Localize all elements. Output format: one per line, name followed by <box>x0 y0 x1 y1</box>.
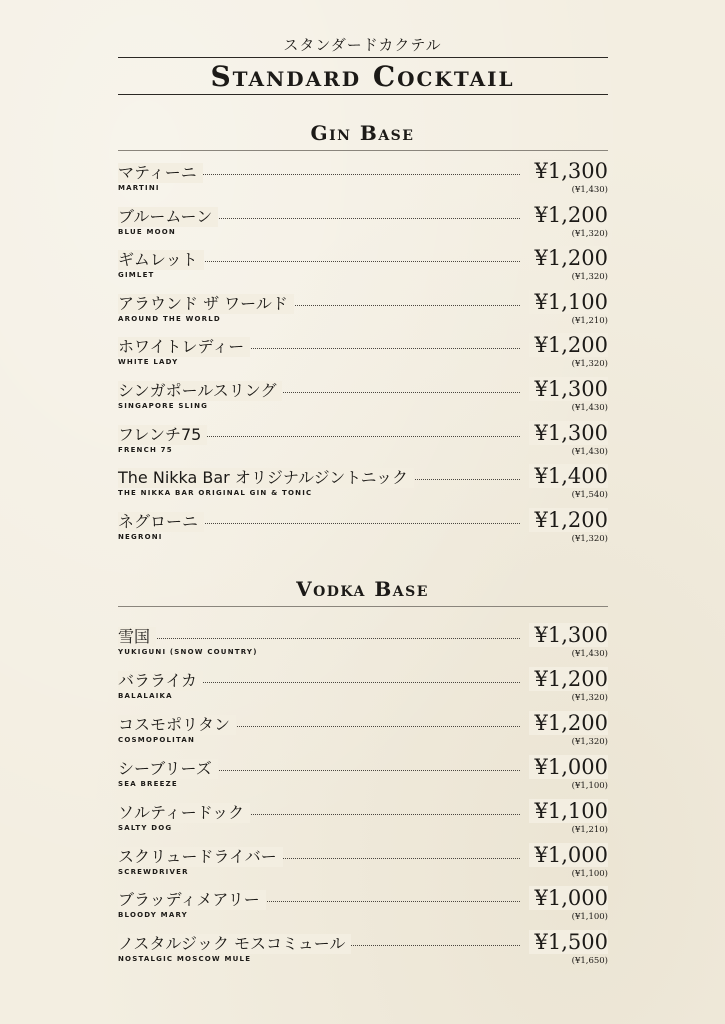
menu-item <box>118 289 608 334</box>
vodka-section-rule <box>118 606 608 607</box>
menu-item <box>118 710 608 755</box>
item-price: ¥1,200 <box>529 246 608 270</box>
item-name-jp: シンガポールスリング <box>118 381 282 401</box>
item-price-tax-included: (¥1,320) <box>571 228 608 239</box>
item-price-tax-included: (¥1,320) <box>571 736 608 747</box>
item-price-tax-included: (¥1,100) <box>571 780 608 791</box>
item-price-tax-included: (¥1,320) <box>571 692 608 703</box>
item-name-en: BLOODY MARY <box>118 911 188 920</box>
dotted-leader <box>118 638 520 639</box>
item-price-tax-included: (¥1,100) <box>571 912 608 923</box>
item-price: ¥1,200 <box>529 711 608 735</box>
item-name-en: FRENCH 75 <box>118 445 173 454</box>
item-price-tax-included: (¥1,430) <box>571 649 608 659</box>
item-name-en: NOSTALGIC MOSCOW MULE <box>118 955 252 964</box>
item-name-en: AROUND THE WORLD <box>118 314 221 323</box>
menu-item <box>118 377 608 421</box>
menu-item <box>118 159 608 203</box>
item-name-jp: ノスタルジック モスコミュール <box>118 934 351 954</box>
item-name-en: SALTY DOG <box>118 823 173 832</box>
item-name-en: SINGAPORE SLING <box>118 402 209 410</box>
item-name-jp: ホワイトレディー <box>118 337 250 357</box>
item-name-jp: マティーニ <box>118 163 203 183</box>
title-top-rule <box>118 57 608 58</box>
item-price-tax-included: (¥1,430) <box>571 185 608 195</box>
item-name-en: NEGRONI <box>118 532 163 541</box>
title-bottom-rule <box>118 94 608 95</box>
item-name-en: BLUE MOON <box>118 227 176 236</box>
item-price: ¥1,200 <box>529 508 608 532</box>
menu-item <box>118 623 608 667</box>
item-name-jp: ネグローニ <box>118 512 204 532</box>
item-price: ¥1,300 <box>529 421 608 445</box>
item-price: ¥1,300 <box>529 159 608 183</box>
menu-item <box>118 930 608 974</box>
item-name-jp: フレンチ75 <box>118 425 207 445</box>
item-price: ¥1,100 <box>529 799 608 823</box>
item-price: ¥1,400 <box>529 464 608 488</box>
item-name-jp: The Nikka Bar オリジナルジントニック <box>118 468 414 488</box>
item-name-jp: コスモポリタン <box>118 715 236 735</box>
item-price: ¥1,500 <box>529 930 608 954</box>
vodka-section-title: Vodka Base <box>296 577 429 601</box>
item-price-tax-included: (¥1,320) <box>571 272 608 283</box>
item-name-en: SCREWDRIVER <box>118 867 189 876</box>
menu-item <box>118 202 608 247</box>
item-name-en: THE NIKKA BAR ORIGINAL GIN & TONIC <box>118 489 313 498</box>
gin-section-title: Gin Base <box>310 121 415 145</box>
menu-item <box>118 666 608 711</box>
item-name-en: YUKIGUNI (SNOW COUNTRY) <box>118 648 258 656</box>
item-name-jp: ソルティードック <box>118 803 250 823</box>
item-price: ¥1,000 <box>529 755 608 779</box>
menu-item <box>118 246 608 290</box>
item-name-jp: スクリュードライバー <box>118 847 283 867</box>
item-price-tax-included: (¥1,540) <box>571 490 608 501</box>
item-price-tax-included: (¥1,100) <box>571 868 608 879</box>
menu-title: Standard Cocktail <box>210 60 515 93</box>
item-price-tax-included: (¥1,210) <box>571 315 608 326</box>
item-price: ¥1,200 <box>529 203 608 227</box>
item-price-tax-included: (¥1,430) <box>571 403 608 413</box>
item-price-tax-included: (¥1,430) <box>571 446 608 457</box>
item-price-tax-included: (¥1,210) <box>571 824 608 835</box>
item-name-jp: 雪国 <box>118 627 156 647</box>
item-name-jp: ブラッディメアリー <box>118 890 266 910</box>
item-name-jp: バラライカ <box>118 671 203 691</box>
menu-item <box>118 464 608 508</box>
item-name-en: WHITE LADY <box>118 358 179 367</box>
menu-item <box>118 798 608 843</box>
menu-item <box>118 842 608 887</box>
item-price: ¥1,200 <box>529 333 608 357</box>
item-name-en: SEA BREEZE <box>118 779 178 788</box>
item-price: ¥1,000 <box>529 886 608 910</box>
menu-item <box>118 333 608 377</box>
menu-item <box>118 886 608 930</box>
item-name-jp: シーブリーズ <box>118 759 218 779</box>
menu-subtitle-jp: スタンダードカクテル <box>283 36 442 54</box>
item-name-jp: ギムレット <box>118 250 204 270</box>
menu-item <box>118 754 608 799</box>
item-name-jp: ブルームーン <box>118 207 218 227</box>
item-price-tax-included: (¥1,320) <box>571 533 608 544</box>
item-name-en: COSMOPOLITAN <box>118 735 196 744</box>
item-price: ¥1,300 <box>529 377 608 401</box>
item-price: ¥1,100 <box>529 290 608 314</box>
menu-item <box>118 420 608 465</box>
item-name-jp: アラウンド ザ ワールド <box>118 294 294 314</box>
item-price: ¥1,300 <box>529 623 608 647</box>
item-name-en: MARTINI <box>118 184 160 192</box>
item-name-en: BALALAIKA <box>118 691 173 700</box>
item-price-tax-included: (¥1,650) <box>571 956 608 967</box>
menu-item <box>118 507 608 552</box>
item-price: ¥1,000 <box>529 843 608 867</box>
item-price-tax-included: (¥1,320) <box>571 359 608 370</box>
item-price: ¥1,200 <box>529 667 608 691</box>
item-name-en: GIMLET <box>118 271 155 280</box>
gin-section-rule <box>118 150 608 151</box>
